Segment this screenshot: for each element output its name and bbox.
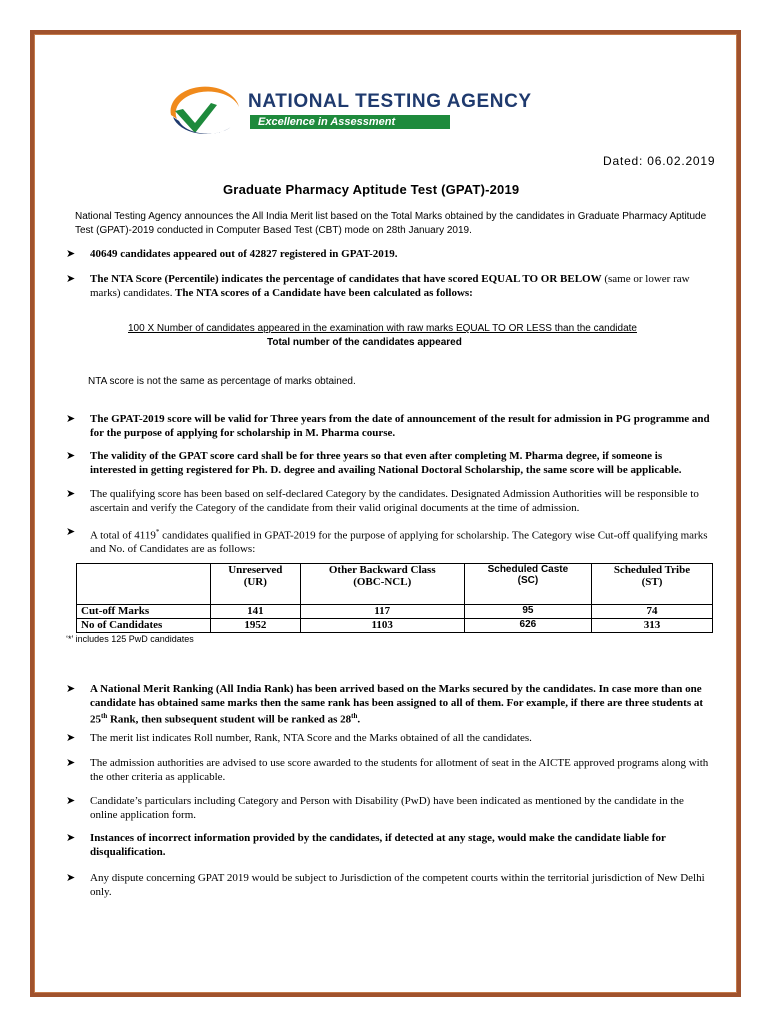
intro-paragraph: National Testing Agency announces the All India Merit list based on the Total Marks obtained by the candidates in Graduate Pharmacy Aptitude Test (GPAT)-2019 conducted in Computer Based Test (CBT) mode on 28th January 2019. [75, 211, 707, 236]
table-corner-cell [77, 564, 211, 605]
org-tagline: Excellence in Assessment [250, 115, 450, 129]
arrow-bullet-icon: ➤ [66, 488, 76, 500]
table-header-cell: Scheduled Tribe (ST) [591, 564, 712, 605]
arrow-bullet-icon: ➤ [66, 757, 76, 769]
arrow-bullet-icon: ➤ [66, 795, 76, 807]
formula-denominator: Total number of the candidates appeared [267, 337, 462, 348]
arrow-bullet-icon: ➤ [66, 872, 76, 884]
table-header-row [77, 564, 713, 605]
table-footnote: ‘*’ includes 125 PwD candidates [66, 634, 194, 644]
nta-logo [165, 83, 595, 143]
arrow-bullet-icon: ➤ [66, 732, 76, 744]
arrow-bullet-icon: ➤ [66, 526, 76, 538]
table-row: Cut-off Marks 141 117 95 74 [77, 605, 713, 619]
arrow-bullet-icon: ➤ [66, 248, 76, 260]
cutoff-table [76, 563, 713, 633]
arrow-bullet-icon: ➤ [66, 273, 76, 285]
org-name: NATIONAL TESTING AGENCY [248, 91, 532, 112]
formula-numerator: 100 X Number of candidates appeared in the examination with raw marks EQUAL TO OR LESS than the candidate [128, 323, 637, 334]
nta-emblem-icon [165, 83, 245, 143]
arrow-bullet-icon: ➤ [66, 832, 76, 844]
nta-score-note: NTA score is not the same as percentage of marks obtained. [88, 376, 356, 387]
table-header-cell: Scheduled Caste (SC) [464, 564, 591, 605]
document-title: Graduate Pharmacy Aptitude Test (GPAT)-2019 [223, 182, 520, 197]
arrow-bullet-icon: ➤ [66, 413, 76, 425]
table-row: No of Candidates 1952 1103 626 313 [77, 619, 713, 633]
arrow-bullet-icon: ➤ [66, 450, 76, 462]
table-header-cell: Unreserved (UR) [211, 564, 301, 605]
document-date: Dated: 06.02.2019 [603, 154, 716, 168]
table-header-cell: Other Backward Class (OBC-NCL) [300, 564, 464, 605]
arrow-bullet-icon: ➤ [66, 683, 76, 695]
